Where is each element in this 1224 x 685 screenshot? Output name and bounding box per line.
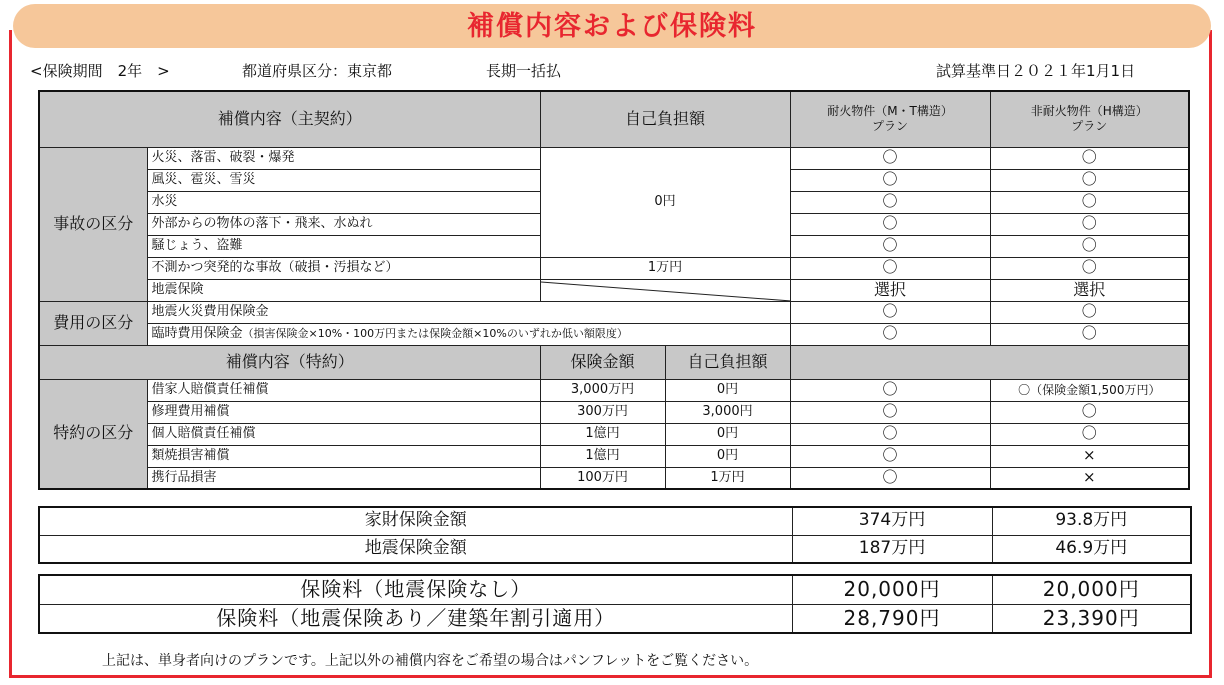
mark-h: 〇 <box>990 169 1189 191</box>
item-label-with-note: 臨時費用保険金（損害保険金×10%・100万円または保険金額×10%のいずれか低い額限度） <box>147 323 790 345</box>
mark-mt: 〇 <box>790 191 990 213</box>
premium-label: 保険料（地震保険あり／建築年割引適用） <box>39 604 792 633</box>
header-special-deductible: 自己負担額 <box>665 345 790 379</box>
sum-mt: 187万円 <box>792 535 992 563</box>
item-label: 個人賠償責任補償 <box>147 423 540 445</box>
amount-cell: 1億円 <box>540 423 665 445</box>
mark-h: × <box>990 445 1189 467</box>
mark-h: 〇 <box>990 323 1189 345</box>
header-deductible: 自己負担額 <box>540 91 790 147</box>
deductible-cell: 0円 <box>665 423 790 445</box>
footer-note: 上記は、単身者向けのプランです。上記以外の補償内容をご希望の場合はパンフレットをご覧ください。 <box>102 653 759 669</box>
premium-mt: 20,000円 <box>792 575 992 604</box>
item-label: 地震保険 <box>147 279 540 301</box>
sum-h: 93.8万円 <box>992 507 1191 535</box>
header-blank <box>790 345 1189 379</box>
item-label: 修理費用補償 <box>147 401 540 423</box>
table-row <box>39 445 1189 467</box>
coverage-table <box>38 90 1190 490</box>
sum-label: 地震保険金額 <box>39 535 792 563</box>
deductible-cell: 0円 <box>665 379 790 401</box>
mark-h: 〇 <box>990 191 1189 213</box>
item-label: 水災 <box>147 191 540 213</box>
mark-h: 〇 <box>990 147 1189 169</box>
item-label: 騒じょう、盗難 <box>147 235 540 257</box>
premium-table <box>38 574 1192 634</box>
item-note: （損害保険金×10%・100万円または保険金額×10%のいずれか低い額限度） <box>242 327 628 341</box>
table-row <box>39 401 1189 423</box>
mark-mt: 〇 <box>790 147 990 169</box>
mark-mt: 〇 <box>790 169 990 191</box>
premium-h: 20,000円 <box>992 575 1191 604</box>
item-label: 携行品損害 <box>147 467 540 489</box>
sum-row <box>39 507 1191 535</box>
item-label: 地震火災費用保険金 <box>147 301 790 323</box>
amount-cell: 1億円 <box>540 445 665 467</box>
premium-mt: 28,790円 <box>792 604 992 633</box>
premium-h: 23,390円 <box>992 604 1191 633</box>
not-applicable-cell <box>540 279 790 301</box>
header-plan-mt: 耐火物件（M・T構造） プラン <box>790 91 990 147</box>
special-header-row <box>39 345 1189 379</box>
deductible-cell: 3,000円 <box>665 401 790 423</box>
mark-h: × <box>990 467 1189 489</box>
item-label: 不測かつ突発的な事故（破損・汚損など） <box>147 257 540 279</box>
mark-h: 〇 <box>990 235 1189 257</box>
deductible-zero: 0円 <box>540 147 790 257</box>
base-date: 試算基準日２０２１年1月1日 <box>936 62 1136 80</box>
table-row <box>39 279 1189 301</box>
mark-mt: 〇 <box>790 323 990 345</box>
deductible-accidental: 1万円 <box>540 257 790 279</box>
mark-mt: 〇 <box>790 213 990 235</box>
mark-mt: 〇 <box>790 401 990 423</box>
table-row <box>39 379 1189 401</box>
table-row <box>39 467 1189 489</box>
amount-cell: 300万円 <box>540 401 665 423</box>
table-row <box>39 323 1189 345</box>
header-special-coverage: 補償内容（特約） <box>39 345 540 379</box>
mark-h: 選択 <box>990 279 1189 301</box>
mark-mt: 〇 <box>790 379 990 401</box>
sum-h: 46.9万円 <box>992 535 1191 563</box>
main-header-row <box>39 91 1189 147</box>
amount-cell: 100万円 <box>540 467 665 489</box>
table-row <box>39 257 1189 279</box>
header-coverage: 補償内容（主契約） <box>39 91 540 147</box>
table-row <box>39 147 1189 169</box>
category-special: 特約の区分 <box>39 379 147 489</box>
mark-mt: 選択 <box>790 279 990 301</box>
region-label: 都道府県区分：東京都 <box>242 62 393 80</box>
mark-h: 〇 <box>990 213 1189 235</box>
payment-label: 長期一括払 <box>486 62 562 80</box>
sum-row <box>39 535 1191 563</box>
item-label: 火災、落雷、破裂・爆発 <box>147 147 540 169</box>
insured-amount-table <box>38 506 1192 564</box>
category-accident: 事故の区分 <box>39 147 147 301</box>
sum-label: 家財保険金額 <box>39 507 792 535</box>
item-label: 外部からの物体の落下・飛来、水ぬれ <box>147 213 540 235</box>
item-label: 借家人賠償責任補償 <box>147 379 540 401</box>
premium-row <box>39 575 1191 604</box>
mark-mt: 〇 <box>790 445 990 467</box>
item-label: 類焼損害補償 <box>147 445 540 467</box>
premium-row <box>39 604 1191 633</box>
item-label: 風災、雹災、雪災 <box>147 169 540 191</box>
mark-h: 〇 <box>990 401 1189 423</box>
mark-mt: 〇 <box>790 423 990 445</box>
mark-mt: 〇 <box>790 467 990 489</box>
mark-h: 〇 <box>990 423 1189 445</box>
mark-h: 〇（保険金額1,500万円） <box>990 379 1189 401</box>
category-expense: 費用の区分 <box>39 301 147 345</box>
premium-label: 保険料（地震保険なし） <box>39 575 792 604</box>
header-plan-h: 非耐火物件（H構造） プラン <box>990 91 1189 147</box>
amount-cell: 3,000万円 <box>540 379 665 401</box>
deductible-cell: 1万円 <box>665 467 790 489</box>
insurance-period: <保険期間 2年 > <box>30 62 170 80</box>
diagonal-line <box>541 280 791 302</box>
table-row <box>39 301 1189 323</box>
mark-mt: 〇 <box>790 301 990 323</box>
header-amount: 保険金額 <box>540 345 665 379</box>
mark-mt: 〇 <box>790 257 990 279</box>
page-title: 補償内容および保険料 <box>467 11 757 42</box>
sum-mt: 374万円 <box>792 507 992 535</box>
mark-mt: 〇 <box>790 235 990 257</box>
table-row <box>39 423 1189 445</box>
mark-h: 〇 <box>990 257 1189 279</box>
deductible-cell: 0円 <box>665 445 790 467</box>
mark-h: 〇 <box>990 301 1189 323</box>
